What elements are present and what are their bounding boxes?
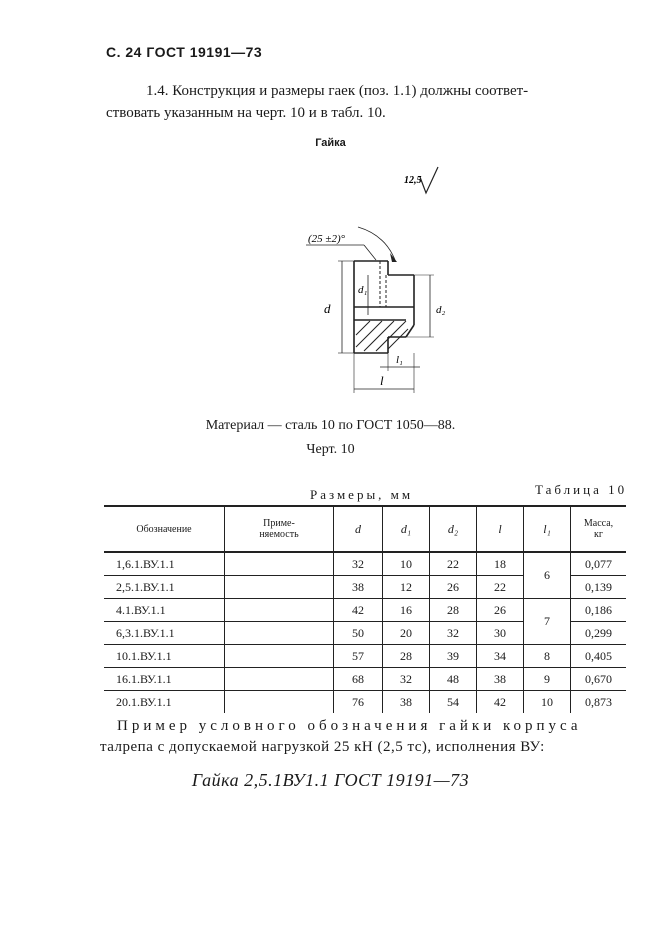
cell-l: 18 [477,552,524,576]
cell-d2: 22 [430,552,477,576]
cell-d: 50 [334,622,383,645]
cell-d: 42 [334,599,383,622]
table-header-row [104,506,626,552]
cell-l: 34 [477,645,524,668]
roughness-symbol [404,167,438,193]
cell-mass: 0,186 [571,599,627,622]
cell-l: 38 [477,668,524,691]
col-d1: d₁ [383,506,430,552]
cell-d1: 12 [383,576,430,599]
table-row [104,668,626,691]
cell-d2: 48 [430,668,477,691]
cell-designation: 20.1.ВУ.1.1 [116,694,172,709]
cell-d: 68 [334,668,383,691]
cell-d2: 26 [430,576,477,599]
cell-designation: 16.1.ВУ.1.1 [104,668,225,691]
cell-l: 26 [477,599,524,622]
figure-label: Черт. 10 [306,442,355,457]
col-l: l [477,506,524,552]
cell-l: 42 [477,691,524,714]
cell-l1: 8 [524,645,571,668]
dim-l1-label: l₁ [396,354,403,366]
example-line-2: талрепа с допускаемой нагрузкой 25 кН (2,5 тс), исполнения ВУ: [100,739,545,755]
cell-designation: 10.1.ВУ.1.1 [104,645,225,668]
col-designation: Обозначение [104,506,225,552]
col-d: d [334,506,383,552]
cell-d: 32 [334,552,383,576]
table-row [104,552,626,576]
cell-d2: 32 [430,622,477,645]
cell-d: 76 [334,691,383,714]
cell-l1: 10 [524,691,571,714]
cell-d1: 10 [383,552,430,576]
cell-d2: 54 [430,691,477,714]
clause-text-2: ствовать указанным на черт. 10 и в табл. 10. [106,105,386,121]
cell-usage [225,552,334,576]
section-hatch [354,320,408,351]
table-row [104,599,626,622]
col-l1: l₁ [524,506,571,552]
cell-l: 30 [477,622,524,645]
dim-l-label: l [380,373,384,388]
cell-usage [225,691,334,714]
cell-l1-merged: 7 [524,599,571,645]
col-d2: d₂ [430,506,477,552]
angle-label: (25 ±2)° [308,233,346,245]
cell-usage [225,668,334,691]
cell-designation: 4.1.ВУ.1.1 [104,599,225,622]
col-usage: Приме- няемость [225,506,334,552]
cell-usage [225,576,334,599]
cell-d1: 32 [383,668,430,691]
page-number: С. 24 [106,44,142,60]
clause-number: 1.4. [146,83,169,99]
intro-paragraph [106,80,621,124]
cell-usage [225,599,334,622]
cell-d1: 28 [383,645,430,668]
cell-designation: 6,3.1.ВУ.1.1 [104,622,225,645]
cell-d: 38 [334,576,383,599]
cell-usage [225,622,334,645]
table-caption: Размеры, мм [310,487,414,502]
clause-text-1: Конструкция и размеры гаек (поз. 1.1) должны соответ- [172,83,529,99]
cell-mass: 0,299 [571,622,627,645]
dim-d2-label: d₂ [436,304,446,316]
nut-drawing [280,165,480,405]
cell-mass: 0,139 [571,576,627,599]
material-note: Материал — сталь 10 по ГОСТ 1050—88. [205,418,456,433]
cell-designation: 1,6.1.ВУ.1.1 [104,552,225,576]
cell-mass: 0,405 [571,645,627,668]
cell-mass: 0,670 [571,668,627,691]
dimensions-table [104,505,626,713]
cell-d2: 39 [430,645,477,668]
cell-d1: 20 [383,622,430,645]
page-header [106,44,262,60]
table-row [104,691,626,714]
example-line-1: Пример условного обозначения гайки корпуса [117,718,582,734]
cell-mass: 0,077 [571,552,627,576]
cell-d: 57 [334,645,383,668]
col-mass: Масса, кг [571,506,627,552]
cell-usage [225,645,334,668]
cell-d2: 28 [430,599,477,622]
standard-code: ГОСТ 19191—73 [146,44,263,60]
cell-designation: 2,5.1.ВУ.1.1 [104,576,225,599]
table-row [104,645,626,668]
cell-d1: 38 [383,691,430,714]
example-paragraph [100,716,622,758]
cell-l1-merged: 6 [524,552,571,599]
dim-d-label: d [324,301,331,316]
cell-l: 22 [477,576,524,599]
dim-d1-label: d₁ [358,284,368,296]
roughness-value: 12,5 [404,175,422,186]
table-label: Таблица 10 [535,482,628,497]
cell-d1: 16 [383,599,430,622]
figure-title: Гайка [315,137,346,149]
example-designation: Гайка 2,5.1ВУ1.1 ГОСТ 19191—73 [191,770,470,790]
cell-mass: 0,873 [571,691,627,714]
cell-l1: 9 [524,668,571,691]
